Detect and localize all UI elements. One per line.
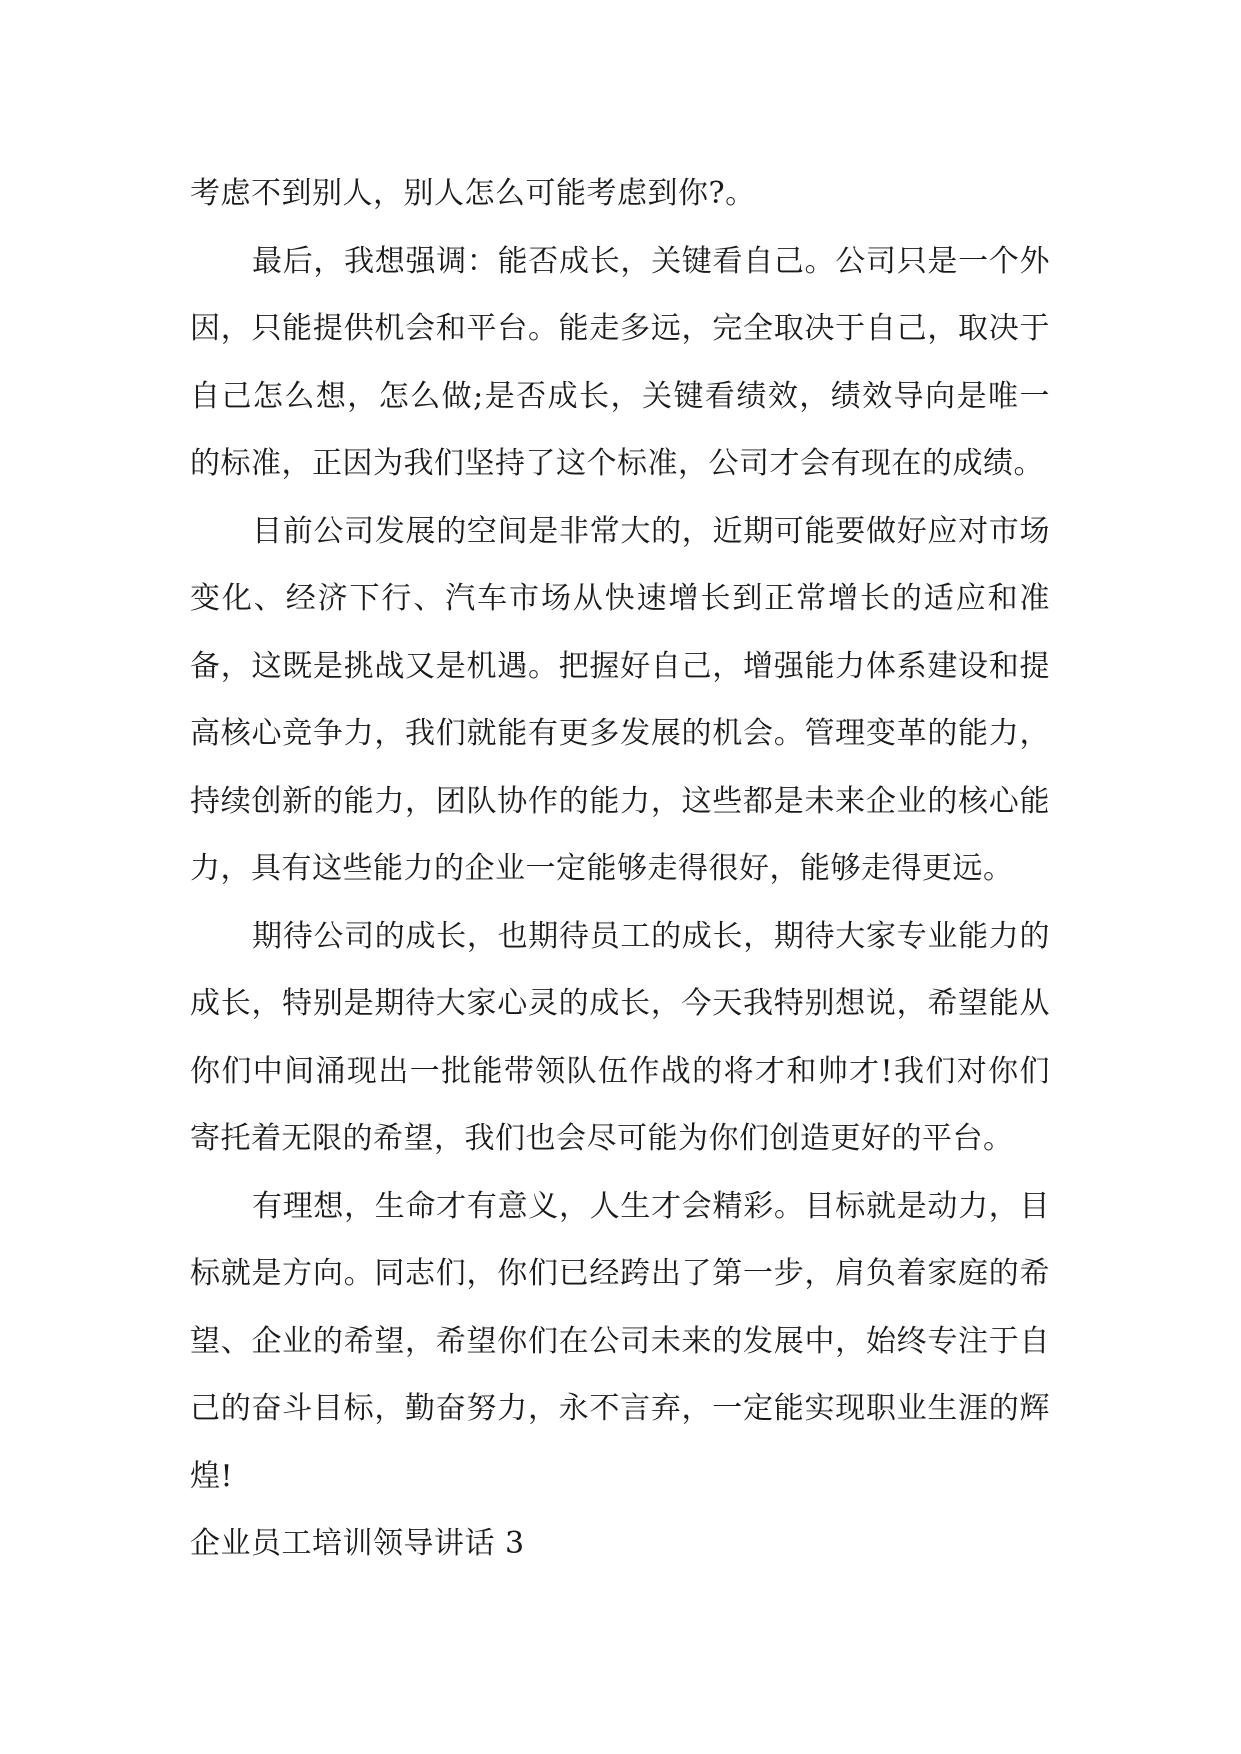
paragraph-2: 最后，我想强调：能否成长，关键看自己。公司只是一个外因，只能提供机会和平台。能走多远，完全取决于自己，取决于自己怎么想，怎么做;是否成长，关键看绩效，绩效导向是唯一的标准，正因为我们坚持了这个标准，公司才会有现在的成绩。: [190, 243, 1050, 481]
document-body: [190, 160, 1050, 1578]
paragraph-4: 期待公司的成长，也期待员工的成长，期待大家专业能力的成长，特别是期待大家心灵的成长，今天我特别想说，希望能从你们中间涌现出一批能带领队伍作战的将才和帅才!我们对你们寄托着无限的希望，我们也会尽可能为你们创造更好的平台。: [190, 918, 1050, 1156]
paragraph-3: 目前公司发展的空间是非常大的，近期可能要做好应对市场变化、经济下行、汽车市场从快速增长到正常增长的适应和准备，这既是挑战又是机遇。把握好自己，增强能力体系建设和提高核心竞争力，我们就能有更多发展的机会。管理变革的能力，持续创新的能力，团队协作的能力，这些都是未来企业的核心能力，具有这些能力的企业一定能够走得很好，能够走得更远。: [190, 513, 1050, 886]
paragraph-5: 有理想，生命才有意义，人生才会精彩。目标就是动力，目标就是方向。同志们，你们已经跨出了第一步，肩负着家庭的希望、企业的希望，希望你们在公司未来的发展中，始终专注于自己的奋斗目标，勤奋努力，永不言弃，一定能实现职业生涯的辉煌!: [190, 1188, 1050, 1494]
section-heading: 企业员工培训领导讲话 3: [190, 1526, 525, 1561]
paragraph-1: 考虑不到别人，别人怎么可能考虑到你?。: [190, 176, 756, 211]
